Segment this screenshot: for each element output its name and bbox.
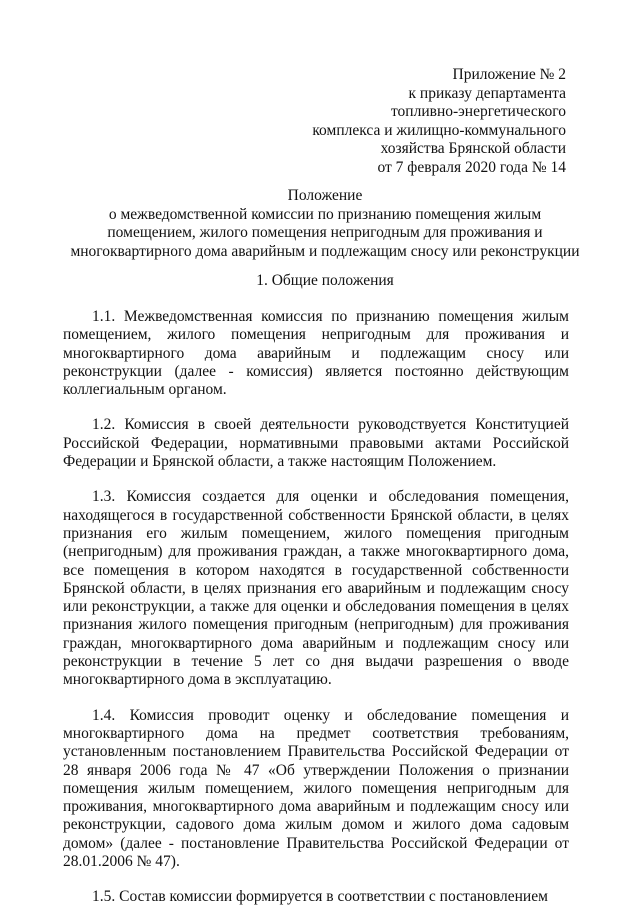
appendix-number: Приложение № 2: [452, 66, 566, 83]
document-subtitle-line3: многоквартирного дома аварийным и подлежащим сносу или реконструкции: [70, 242, 580, 260]
document-title: Положение: [287, 187, 363, 204]
paragraph-1-1: 1.1. Межведомственная комиссия по признанию помещения жилым помещением, жилого помещения непригодным для проживания и многоквартирного дома аварийным и подлежащим сносу или реконструкции (далее - комиссия) является постоянно действующим коллегиальным органом.: [63, 308, 569, 399]
appendix-date: от 7 февраля 2020 года № 14: [377, 158, 566, 176]
appendix-department-line2: комплекса и жилищно-коммунального: [312, 121, 566, 139]
paragraph-1-5: 1.5. Состав комиссии формируется в соответствии с постановлением: [92, 888, 548, 906]
appendix-department-line1: топливно-энергетического: [390, 103, 566, 121]
section-heading: 1. Общие положения: [256, 272, 394, 289]
appendix-order-ref: к приказу департамента: [408, 84, 566, 102]
paragraph-1-4: 1.4. Комиссия проводит оценку и обследование помещения и многоквартирного дома на предмет соответствия требованиям, установленным постановлением Правительства Российской Федерации от 28 января 2006 года № 47 «Об утверждении Положения о признании помещения жилым помещением, жилого помещения непригодным для проживания, многоквартирного дома аварийным и подлежащим сносу или реконструкции, садового дома жилым домом и жилого дома садовым домом» (далее - постановление Правительства Российской Федерации от 28.01.2006 № 47).: [63, 706, 569, 871]
document-subtitle-line1: о межведомственной комиссии по признанию помещения жилым: [108, 205, 542, 223]
paragraph-1-3: 1.3. Комиссия создается для оценки и обследования помещения, находящегося в государственной собственности Брянской области, в целях признания его жилым помещением, жилого помещения пригодным (непригодным) для проживания граждан, а также многоквартирного дома, все помещения в котором находятся в государственной собственности Брянской области, в целях признания его аварийным и подлежащим сносу или реконструкции, а также для оценки и обследования помещения в целях признания жилого помещения пригодным (непригодным) для проживания граждан, многоквартирного дома аварийным и подлежащим сносу или реконструкции в течение 5 лет со дня выдачи разрешения о вводе многоквартирного дома в эксплуатацию.: [63, 488, 569, 689]
paragraph-1-2: 1.2. Комиссия в своей деятельности руководствуется Конституцией Российской Федерации, нормативными правовыми актами Российской Федерации и Брянской области, а также настоящим Положением.: [63, 416, 569, 471]
document-title-block: [40, 187, 610, 261]
appendix-department-line3: хозяйства Брянской области: [380, 140, 566, 158]
section-body: [63, 308, 569, 907]
document-subtitle-line2: помещением, жилого помещения непригодным для проживания и: [107, 224, 543, 242]
appendix-header: [286, 66, 566, 178]
